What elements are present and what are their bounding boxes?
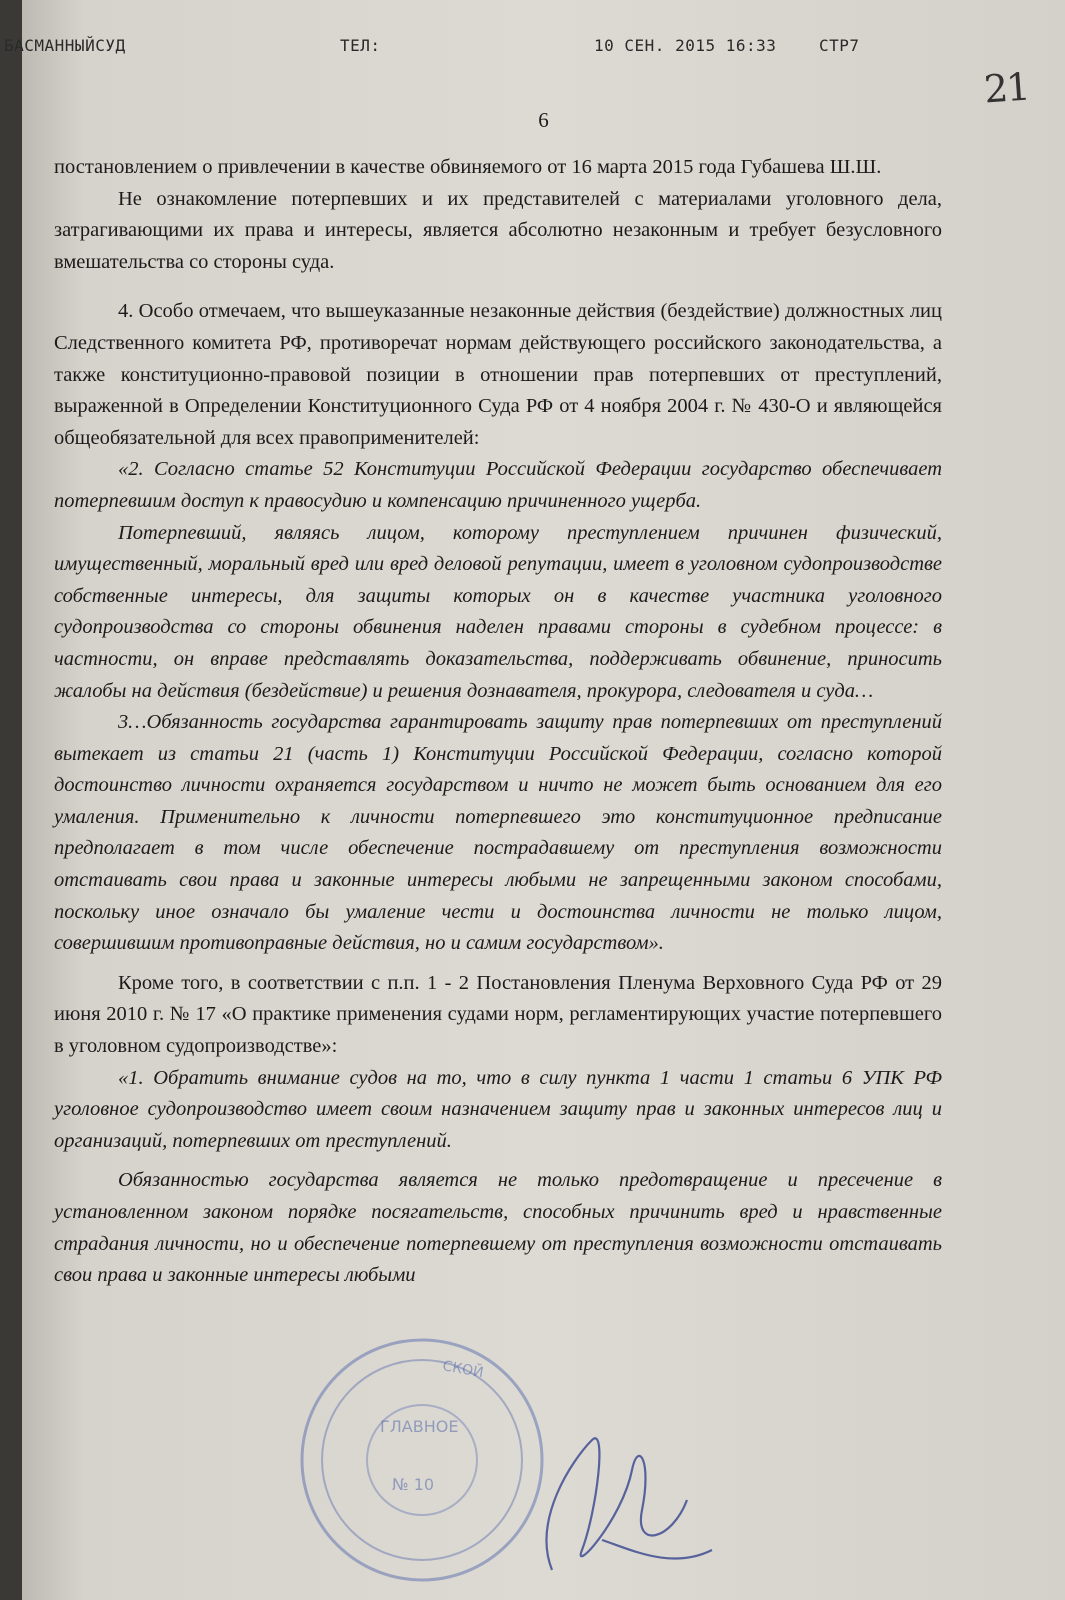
paragraph-not-acquainted: Не ознакомление потерпевших и их представителей с материалами уголовного дела, затрагивающими их права и интересы, является абсолютно незаконным и требует безусловного вмешательства со стороны суда.: [54, 187, 942, 273]
paragraph-continuation: постановлением о привлечении в качестве обвиняемого от 16 марта 2015 года Губашева Ш.Ш.: [54, 156, 882, 178]
document-body: [54, 152, 942, 1292]
stamp-text-top: СКОЙ: [441, 1358, 485, 1382]
official-stamp: [292, 1330, 552, 1590]
paragraph-plenum: Кроме того, в соответствии с п.п. 1 - 2 Постановления Пленума Верховного Суда РФ от 29 июня 2010 г. № 17 «О практике применения судами норм, регламентирующих участие потерпевшего в уголовном судопроизводстве»:: [54, 971, 942, 1058]
quote-constitution-52: «2. Согласно статье 52 Конституции Российской Федерации государство обеспечивает потерпевшим доступ к правосудию и компенсацию причиненного ущерба.: [54, 458, 942, 512]
quote-plenum-1: «1. Обратить внимание судов на то, что в силу пункта 1 части 1 статьи 6 УПК РФ уголовное судопроизводство имеет своим назначением защиту прав и законных интересов лиц и организаций, потерпевших от преступлений.: [54, 1066, 942, 1152]
document-page: [4, 0, 1065, 1600]
handwritten-page-number: 21: [982, 64, 1030, 112]
fax-datetime: 10 СЕН. 2015 16:33: [594, 36, 777, 55]
paragraph-point-4: 4. Особо отмечаем, что вышеуказанные незаконные действия (бездействие) должностных лиц Следственного комитета РФ, противоречат нормам действующего российского законодательства, а также конституционно-правовой позиции в отношении прав потерпевших от преступлений, выраженной в Определении Конституционного Суда РФ от 4 ноября 2004 г. № 430-О и являющейся общеобязательной для всех правоприменителей:: [54, 300, 942, 449]
stamp-text-number: № 10: [392, 1475, 435, 1494]
signature: [512, 1400, 722, 1590]
fax-sender: БАСМАННЫЙСУД: [4, 36, 126, 55]
quote-plenum-duty: Обязанностью государства является не только предотвращение и пресечение в установленном законом порядке посягательств, способных причинить вред и нравственные страдания личности, но и обеспечение потерпевшему от преступления возможности отстаивать свои права и законные интересы любыми: [54, 1169, 942, 1287]
fax-tel: ТЕЛ:: [340, 36, 381, 55]
stamp-text-main: ГЛАВНОЕ: [380, 1417, 459, 1436]
page-number: 6: [538, 108, 549, 132]
quote-state-duty: 3…Обязанность государства гарантировать защиту прав потерпевших от преступлений вытекает из статьи 21 (часть 1) Конституции Российской Федерации, согласно которой достоинство личности охраняется государством и ничто не может быть основанием для его умаления. Применительно к личности потерпевшего это конституционное предписание предполагает в том числе обеспечение пострадавшему от преступления возможности отстаивать свои права и законные интересы любыми не запрещенными законом способами, поскольку иное означало бы умаление чести и достоинства личности не только лицом, совершившим противоправные действия, но и самим государством».: [54, 711, 942, 955]
fax-page: СТР7: [819, 36, 860, 55]
fax-header: [4, 36, 1065, 60]
quote-victim-rights: Потерпевший, являясь лицом, которому преступлением причинен физический, имущественный, моральный вред или вред деловой репутации, имеет в уголовном судопроизводстве собственные интересы, для защиты которых он в качестве участника уголовного судопроизводства со стороны обвинения наделен правами стороны в судебном процессе: в частности, он вправе представлять доказательства, поддерживать обвинение, приносить жалобы на действия (бездействие) и решения дознавателя, прокурора, следователя и суда…: [54, 521, 942, 702]
